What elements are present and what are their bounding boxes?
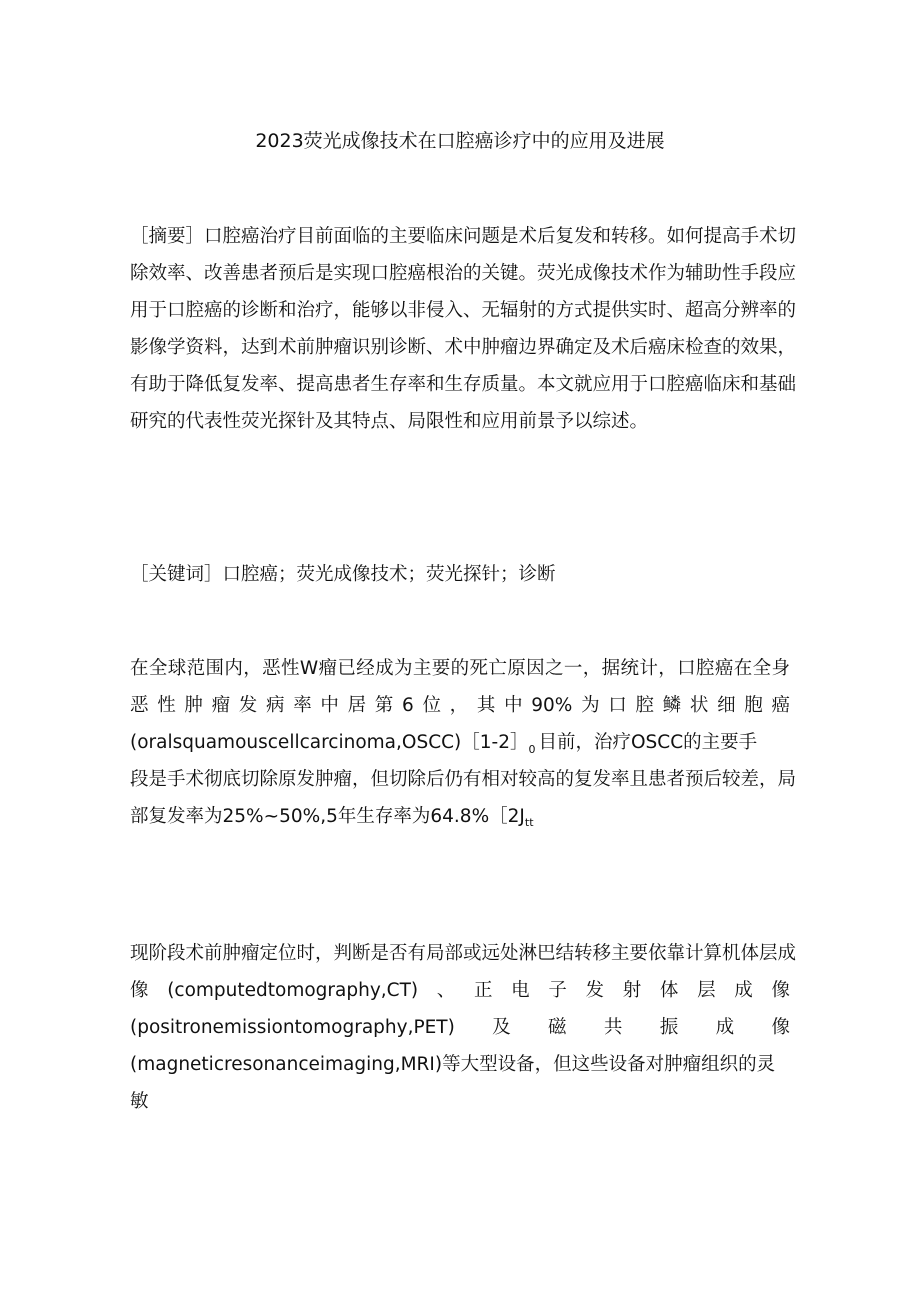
paragraph-line: 敏 — [130, 1091, 149, 1112]
paragraph-line: 恶性肿瘤发病率中居第6位，其中90%为口腔鳞状细胞癌 — [130, 695, 790, 716]
abstract-line: 研究的代表性荧光探针及其特点、局限性和应用前景予以综述。 — [130, 411, 649, 432]
paragraph-line: (magneticresonanceimaging,MRI)等大型设备，但这些设备对肿瘤组织的灵 — [130, 1054, 776, 1075]
paragraph-line: 像(computedtomography,CT)、正电子发射体层成像 — [130, 980, 790, 1001]
keywords-section — [130, 556, 790, 593]
abstract-line: 除效率、改善患者预后是实现口腔癌根治的关键。荧光成像技术作为辅助性手段应 — [130, 263, 797, 284]
paragraph-1 — [130, 650, 797, 835]
citation-text: (oralsquamouscellcarcinoma,OSCC)［1-2］ — [130, 732, 529, 753]
paragraph-line-with-citation — [130, 724, 790, 761]
abstract-line: 影像学资料，达到术前肿瘤识别诊断、术中肿瘤边界确定及术后癌床检查的效果， — [130, 337, 797, 358]
citation-subscript: 0 — [528, 743, 536, 756]
paragraph-text: 目前，治疗OSCC的主要手 — [538, 732, 758, 753]
paragraph-line: 段是手术彻底切除原发肿瘤，但切除后仍有相对较高的复发率且患者预后较差，局 — [130, 769, 797, 790]
abstract-line: ［摘要］口腔癌治疗目前面临的主要临床问题是术后复发和转移。如何提高手术切 — [130, 226, 797, 247]
abstract-line: 有助于降低复发率、提高患者生存率和生存质量。本文就应用于口腔癌临床和基础 — [130, 374, 797, 395]
paragraph-text: 部复发率为25%~50%,5年生存率为64.8%［2J — [130, 806, 525, 827]
abstract-section — [130, 218, 797, 440]
citation-subscript: tt — [524, 816, 534, 829]
paragraph-line: 现阶段术前肿瘤定位时，判断是否有局部或远处淋巴结转移主要依靠计算机体层成 — [130, 943, 797, 964]
paragraph-2 — [130, 935, 797, 1120]
keywords-line: ［关键词］口腔癌；荧光成像技术；荧光探针；诊断 — [130, 564, 556, 585]
paragraph-line: 在全球范围内，恶性W瘤已经成为主要的死亡原因之一，据统计，口腔癌在全身 — [130, 658, 790, 679]
abstract-line: 用于口腔癌的诊断和治疗，能够以非侵入、无辐射的方式提供实时、超高分辨率的 — [130, 300, 797, 321]
page-title: 2023荧光成像技术在口腔癌诊疗中的应用及进展 — [255, 130, 665, 152]
paragraph-line-with-citation — [130, 798, 790, 835]
paragraph-line: (positronemissiontomography,PET)及磁共振成像 — [130, 1017, 790, 1038]
